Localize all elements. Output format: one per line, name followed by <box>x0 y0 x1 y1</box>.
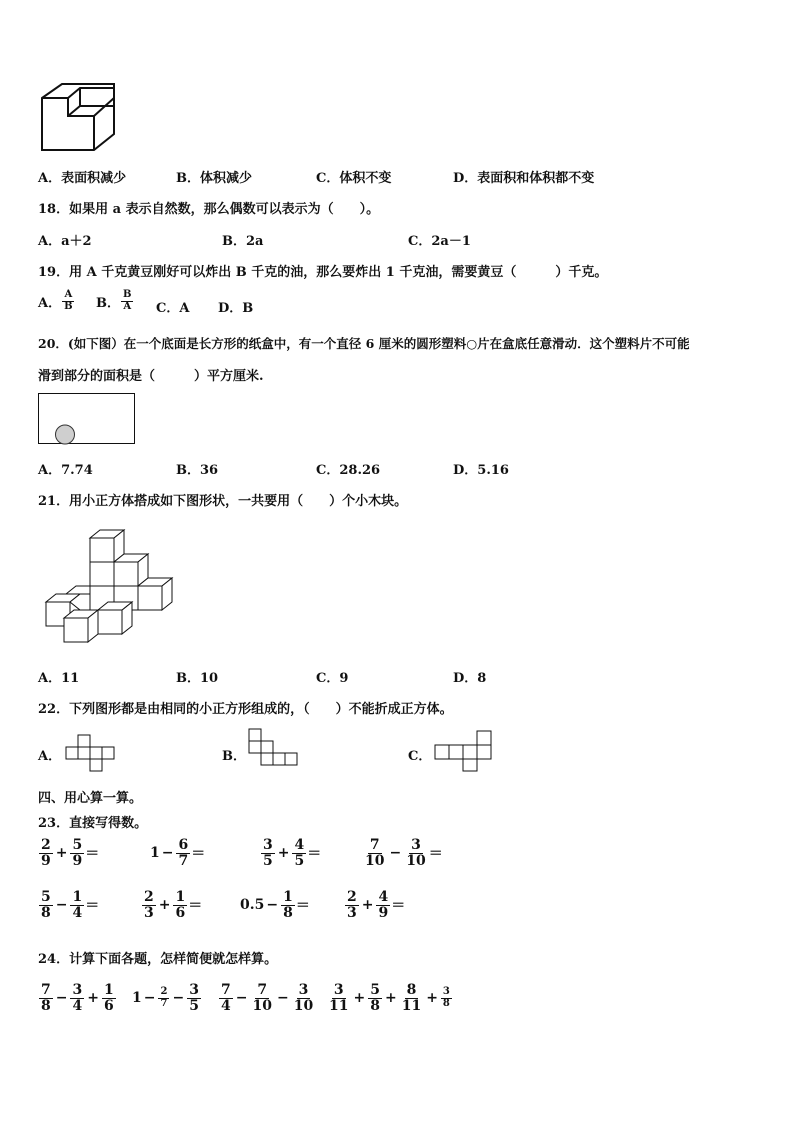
q20-stem-line1: 20．(如下图）在一个底面是长方形的纸盒中，有一个直径 6 厘米的圆形塑料○片在盒底任意滑动．这个塑料片不可能 <box>38 336 690 351</box>
q19-a-den: B <box>64 300 73 312</box>
q21-option-b[interactable]: B．10 <box>176 671 219 686</box>
q23-r2-e2: $\frac{2}{3}$ + $\frac{1}{6}$ ＝ <box>144 889 203 921</box>
q23-r1-e4: $\frac{7}{10}$ − $\frac{3}{10}$ ＝ <box>365 837 443 869</box>
q19-option-a[interactable] <box>38 290 76 312</box>
q20-option-d[interactable]: D．5.16 <box>453 463 509 478</box>
q24-e1: $\frac{7}{8}$ − $\frac{3}{4}$ + $\frac{1}{6}$ <box>41 982 114 1014</box>
q19-option-a-label: A． <box>38 295 62 311</box>
q22-option-b[interactable]: B． <box>222 749 246 764</box>
q17-option-d[interactable]: D．表面积和体积都不变 <box>453 171 595 186</box>
q24-stem: 24．计算下面各题，怎样简便就怎样算。 <box>38 952 278 967</box>
q22-option-c[interactable]: C． <box>408 749 432 764</box>
q19-option-b-label: B． <box>96 295 120 311</box>
q20-option-b[interactable]: B．36 <box>176 463 219 478</box>
q19-b-den: A <box>123 300 132 312</box>
cube-stack-figure <box>46 528 182 646</box>
q24-e2: 1 − $\frac{2}{7}$ − $\frac{3}{5}$ <box>132 982 199 1014</box>
q23-r1-e2: 1 − $\frac{6}{7}$ ＝ <box>150 837 206 869</box>
q19-option-c[interactable]: C．A <box>156 301 190 316</box>
q19-option-d[interactable]: D．B <box>218 301 254 316</box>
q23-r2-e4: $\frac{2}{3}$ + $\frac{4}{9}$ ＝ <box>347 889 406 921</box>
q22-stem: 22．下列图形都是由相同的小正方形组成的，（ ）不能折成正方体。 <box>38 702 453 717</box>
q23-r2-e3: 0.5 − $\frac{1}{8}$ ＝ <box>240 889 310 921</box>
q17-option-b[interactable]: B．体积减少 <box>176 171 252 186</box>
q18-option-a[interactable]: A．a＋2 <box>38 234 92 249</box>
q21-option-d[interactable]: D．8 <box>453 671 487 686</box>
cube-cut-figure <box>40 82 120 154</box>
q22-net-b <box>248 728 300 770</box>
q20-option-a[interactable]: A．7.74 <box>38 463 93 478</box>
q19-b-num: B <box>123 289 132 300</box>
q22-net-a <box>65 734 117 774</box>
q17-option-c[interactable]: C．体积不变 <box>316 171 392 186</box>
q21-option-c[interactable]: C．9 <box>316 671 349 686</box>
q23-stem: 23．直接写得数。 <box>38 816 148 831</box>
section-4-heading: 四、用心算一算。 <box>38 791 143 806</box>
q23-r1-e1: $\frac{2}{9}$ + $\frac{5}{9}$ ＝ <box>41 837 100 869</box>
q22-option-a[interactable]: A． <box>38 749 62 764</box>
q19-option-b[interactable] <box>96 290 134 312</box>
box-with-disc-figure <box>38 393 136 445</box>
q22-net-c <box>434 730 494 772</box>
q18-option-b[interactable]: B．2a <box>222 234 264 249</box>
q23-r2-e1: $\frac{5}{8}$ − $\frac{1}{4}$ ＝ <box>41 889 100 921</box>
q20-stem-line2: 滑到部分的面积是（ ）平方厘米. <box>38 369 264 384</box>
q19-a-num: A <box>64 289 73 300</box>
q19-stem: 19．用 A 千克黄豆刚好可以炸出 B 千克的油，那么要炸出 1 千克油，需要黄豆（ ）千克。 <box>38 265 608 280</box>
q17-option-a[interactable]: A．表面积减少 <box>38 171 127 186</box>
q24-e3: $\frac{7}{4}$ − $\frac{7}{10}$ − $\frac{3}{10}$ <box>221 982 314 1014</box>
q18-stem: 18．如果用 a 表示自然数，那么偶数可以表示为（ ）。 <box>38 202 380 217</box>
q21-stem: 21．用小正方体搭成如下图形状，一共要用（ ）个小木块。 <box>38 494 408 509</box>
q21-option-a[interactable]: A．11 <box>38 671 80 686</box>
q23-r1-e3: $\frac{3}{5}$ + $\frac{4}{5}$ ＝ <box>263 837 322 869</box>
q18-option-c[interactable]: C．2a－1 <box>408 234 471 249</box>
q24-e4: $\frac{3}{11}$ + $\frac{5}{8}$ + $\frac{8}{11}$ + $\frac{3}{8}$ <box>329 982 450 1014</box>
q20-option-c[interactable]: C．28.26 <box>316 463 381 478</box>
